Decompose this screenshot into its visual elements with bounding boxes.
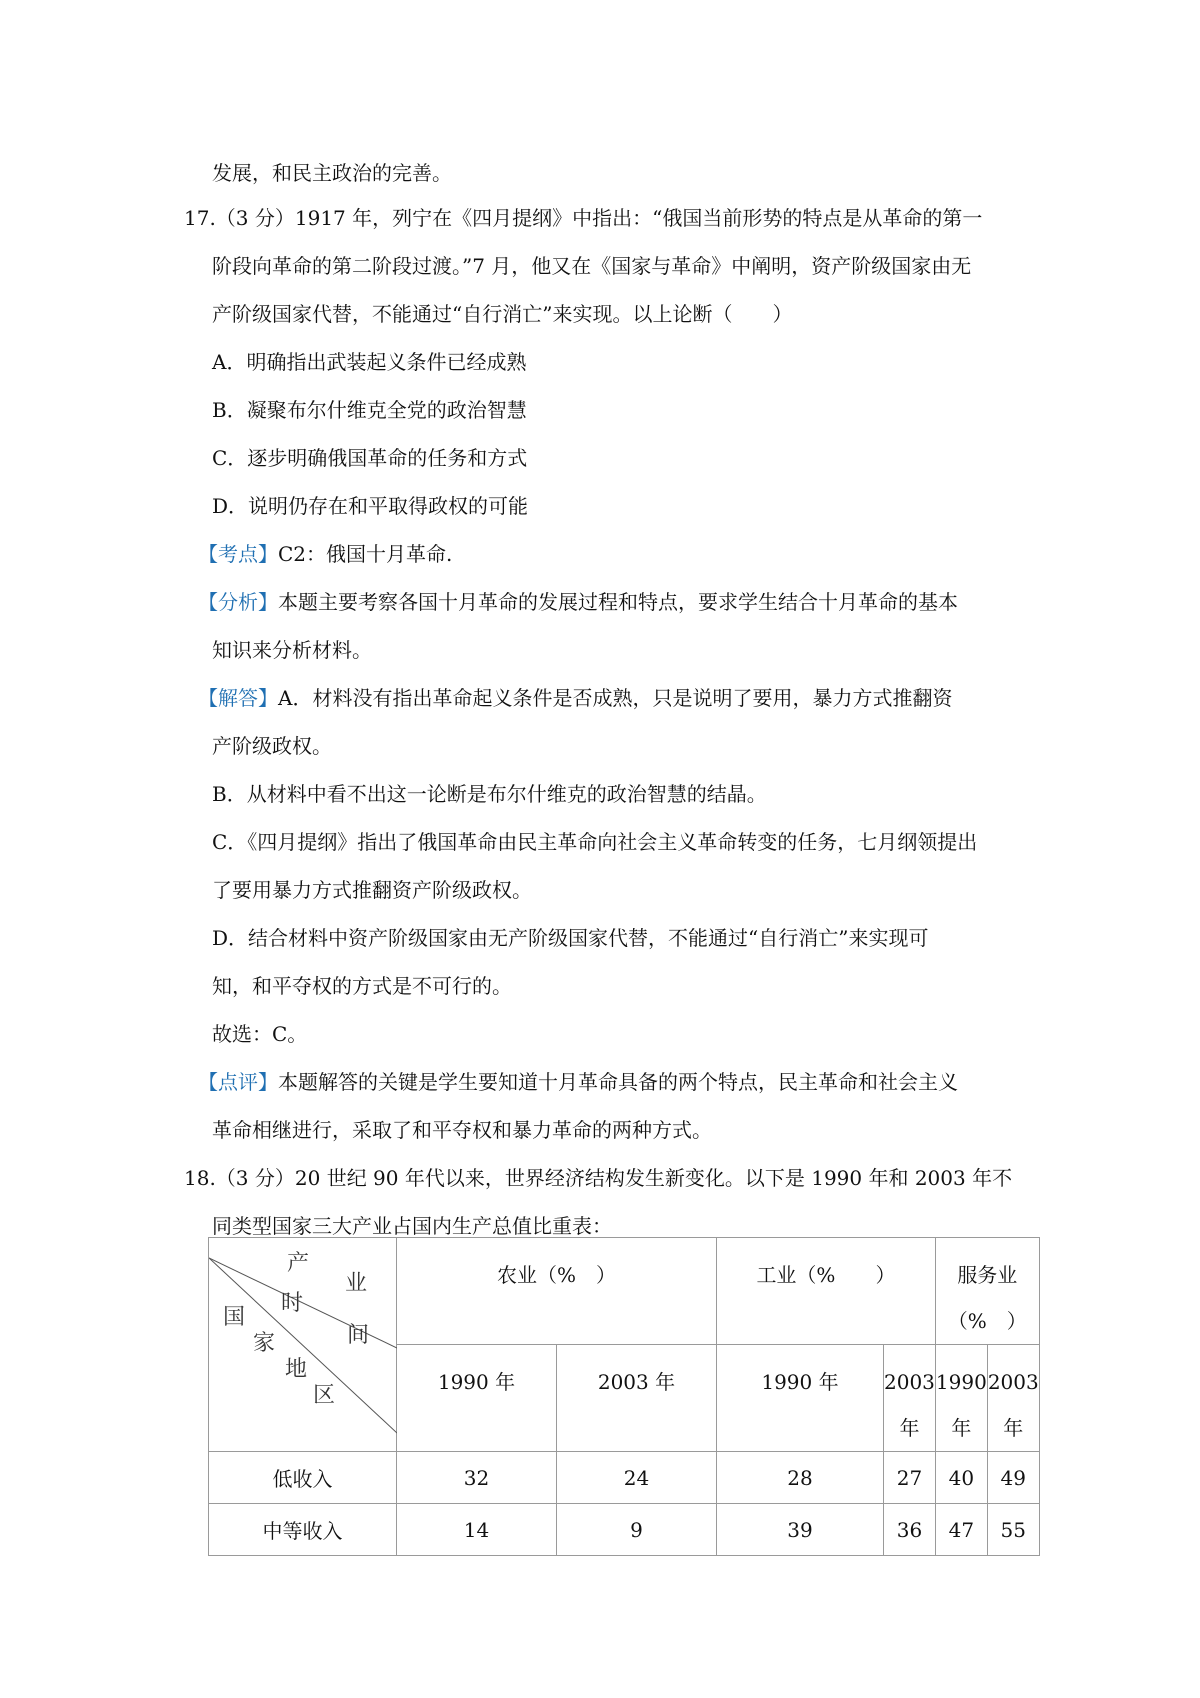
intro-line: 发展，和民主政治的完善。 xyxy=(212,161,452,185)
header-agriculture: 农业（% ） xyxy=(397,1238,717,1345)
table-cell: 39 xyxy=(717,1504,884,1556)
jieda-line-7: 知，和平夺权的方式是不可行的。 xyxy=(212,974,512,998)
year-svc-2003: 2003 年 xyxy=(987,1345,1039,1452)
year-ind-2003: 2003 年 xyxy=(884,1345,936,1452)
table-cell: 47 xyxy=(935,1504,987,1556)
year-ind-1990: 1990 年 xyxy=(717,1345,884,1452)
q17-stem-line-1: 17.（3 分）1917 年，列宁在《四月提纲》中指出：“俄国当前形势的特点是从革命的第一 xyxy=(184,206,983,230)
table-cell: 28 xyxy=(717,1452,884,1504)
fenxi-tag: 【分析】 xyxy=(198,590,278,614)
year-svc-1990: 1990 年 xyxy=(935,1345,987,1452)
dianping-line-1: 本题解答的关键是学生要知道十月革命具备的两个特点，民主革命和社会主义 xyxy=(278,1070,958,1094)
jieda-line-1: A．材料没有指出革命起义条件是否成熟，只是说明了要用，暴力方式推翻资 xyxy=(278,686,953,710)
table-row xyxy=(209,1452,1040,1504)
table-row xyxy=(209,1504,1040,1556)
diag-label-jia: 家 xyxy=(253,1331,276,1356)
jieda-line-3: B．从材料中看不出这一论断是布尔什维克的政治智慧的结晶。 xyxy=(212,782,767,806)
fenxi-line-2: 知识来分析材料。 xyxy=(212,638,372,662)
table-cell: 9 xyxy=(557,1504,717,1556)
q17-jieda xyxy=(198,683,952,713)
dianping-line-2: 革命相继进行，采取了和平夺权和暴力革命的两种方式。 xyxy=(212,1118,712,1142)
q18-stem-line-2: 同类型国家三大产业占国内生产总值比重表： xyxy=(212,1214,612,1238)
row-label-low-income: 低收入 xyxy=(209,1452,397,1504)
jieda-tag: 【解答】 xyxy=(198,686,278,710)
q17-option-d: D．说明仍存在和平取得政权的可能 xyxy=(212,494,529,518)
table-cell: 24 xyxy=(557,1452,717,1504)
diag-label-di: 地 xyxy=(285,1357,308,1382)
q17-stem-line-2: 阶段向革命的第二阶段过渡。”7 月，他又在《国家与革命》中阐明，资产阶级国家由无 xyxy=(212,254,972,278)
jieda-line-5: 了要用暴力方式推翻资产阶级政权。 xyxy=(212,878,532,902)
table-cell: 32 xyxy=(397,1452,557,1504)
year-agri-1990: 1990 年 xyxy=(397,1345,557,1452)
jieda-line-6: D．结合材料中资产阶级国家由无产阶级国家代替，不能通过“自行消亡”来实现可 xyxy=(212,926,929,950)
diag-label-guo: 国 xyxy=(223,1305,246,1330)
kaodian-text: C2：俄国十月革命. xyxy=(278,542,453,566)
header-industry: 工业（% ） xyxy=(717,1238,936,1345)
diag-label-ye: 业 xyxy=(345,1271,368,1296)
diag-label-chan: 产 xyxy=(287,1251,310,1276)
jieda-line-4: C．《四月提纲》指出了俄国革命由民主革命向社会主义革命转变的任务，七月纲领提出 xyxy=(212,830,978,854)
q17-dianping xyxy=(198,1067,958,1097)
jieda-answer: 故选：C。 xyxy=(212,1022,308,1046)
diagonal-header-lines xyxy=(209,1238,397,1445)
table-cell: 49 xyxy=(987,1452,1039,1504)
kaodian-tag: 【考点】 xyxy=(198,542,278,566)
diag-label-qu: 区 xyxy=(313,1383,336,1408)
q18-stem-line-1: 18.（3 分）20 世纪 90 年代以来，世界经济结构发生新变化。以下是 1990 年和 2003 年不 xyxy=(184,1166,1013,1190)
dianping-tag: 【点评】 xyxy=(198,1070,278,1094)
q17-option-c: C．逐步明确俄国革命的任务和方式 xyxy=(212,446,528,470)
header-services-pct: （% ） xyxy=(947,1309,1027,1333)
header-services-label: 服务业 xyxy=(957,1263,1018,1287)
q17-stem-line-3: 产阶级国家代替，不能通过“自行消亡”来实现。以上论断（ ） xyxy=(212,302,793,326)
fenxi-line-1: 本题主要考察各国十月革命的发展过程和特点，要求学生结合十月革命的基本 xyxy=(278,590,958,614)
jieda-line-2: 产阶级政权。 xyxy=(212,734,332,758)
row-label-middle-income: 中等收入 xyxy=(209,1504,397,1556)
table-cell: 40 xyxy=(935,1452,987,1504)
table-cell: 27 xyxy=(884,1452,936,1504)
diag-label-shi: 时 xyxy=(281,1291,304,1316)
q17-kaodian xyxy=(198,539,452,569)
q17-option-a: A．明确指出武装起义条件已经成熟 xyxy=(212,350,527,374)
table-cell: 36 xyxy=(884,1504,936,1556)
table-cell: 14 xyxy=(397,1504,557,1556)
header-services xyxy=(935,1238,1039,1345)
industry-share-table xyxy=(208,1237,1040,1556)
q17-option-b: B．凝聚布尔什维克全党的政治智慧 xyxy=(212,398,527,422)
diagonal-header-cell xyxy=(209,1238,397,1452)
table-cell: 55 xyxy=(987,1504,1039,1556)
q17-fenxi xyxy=(198,587,958,617)
diag-label-jian: 间 xyxy=(347,1323,370,1348)
year-agri-2003: 2003 年 xyxy=(557,1345,717,1452)
